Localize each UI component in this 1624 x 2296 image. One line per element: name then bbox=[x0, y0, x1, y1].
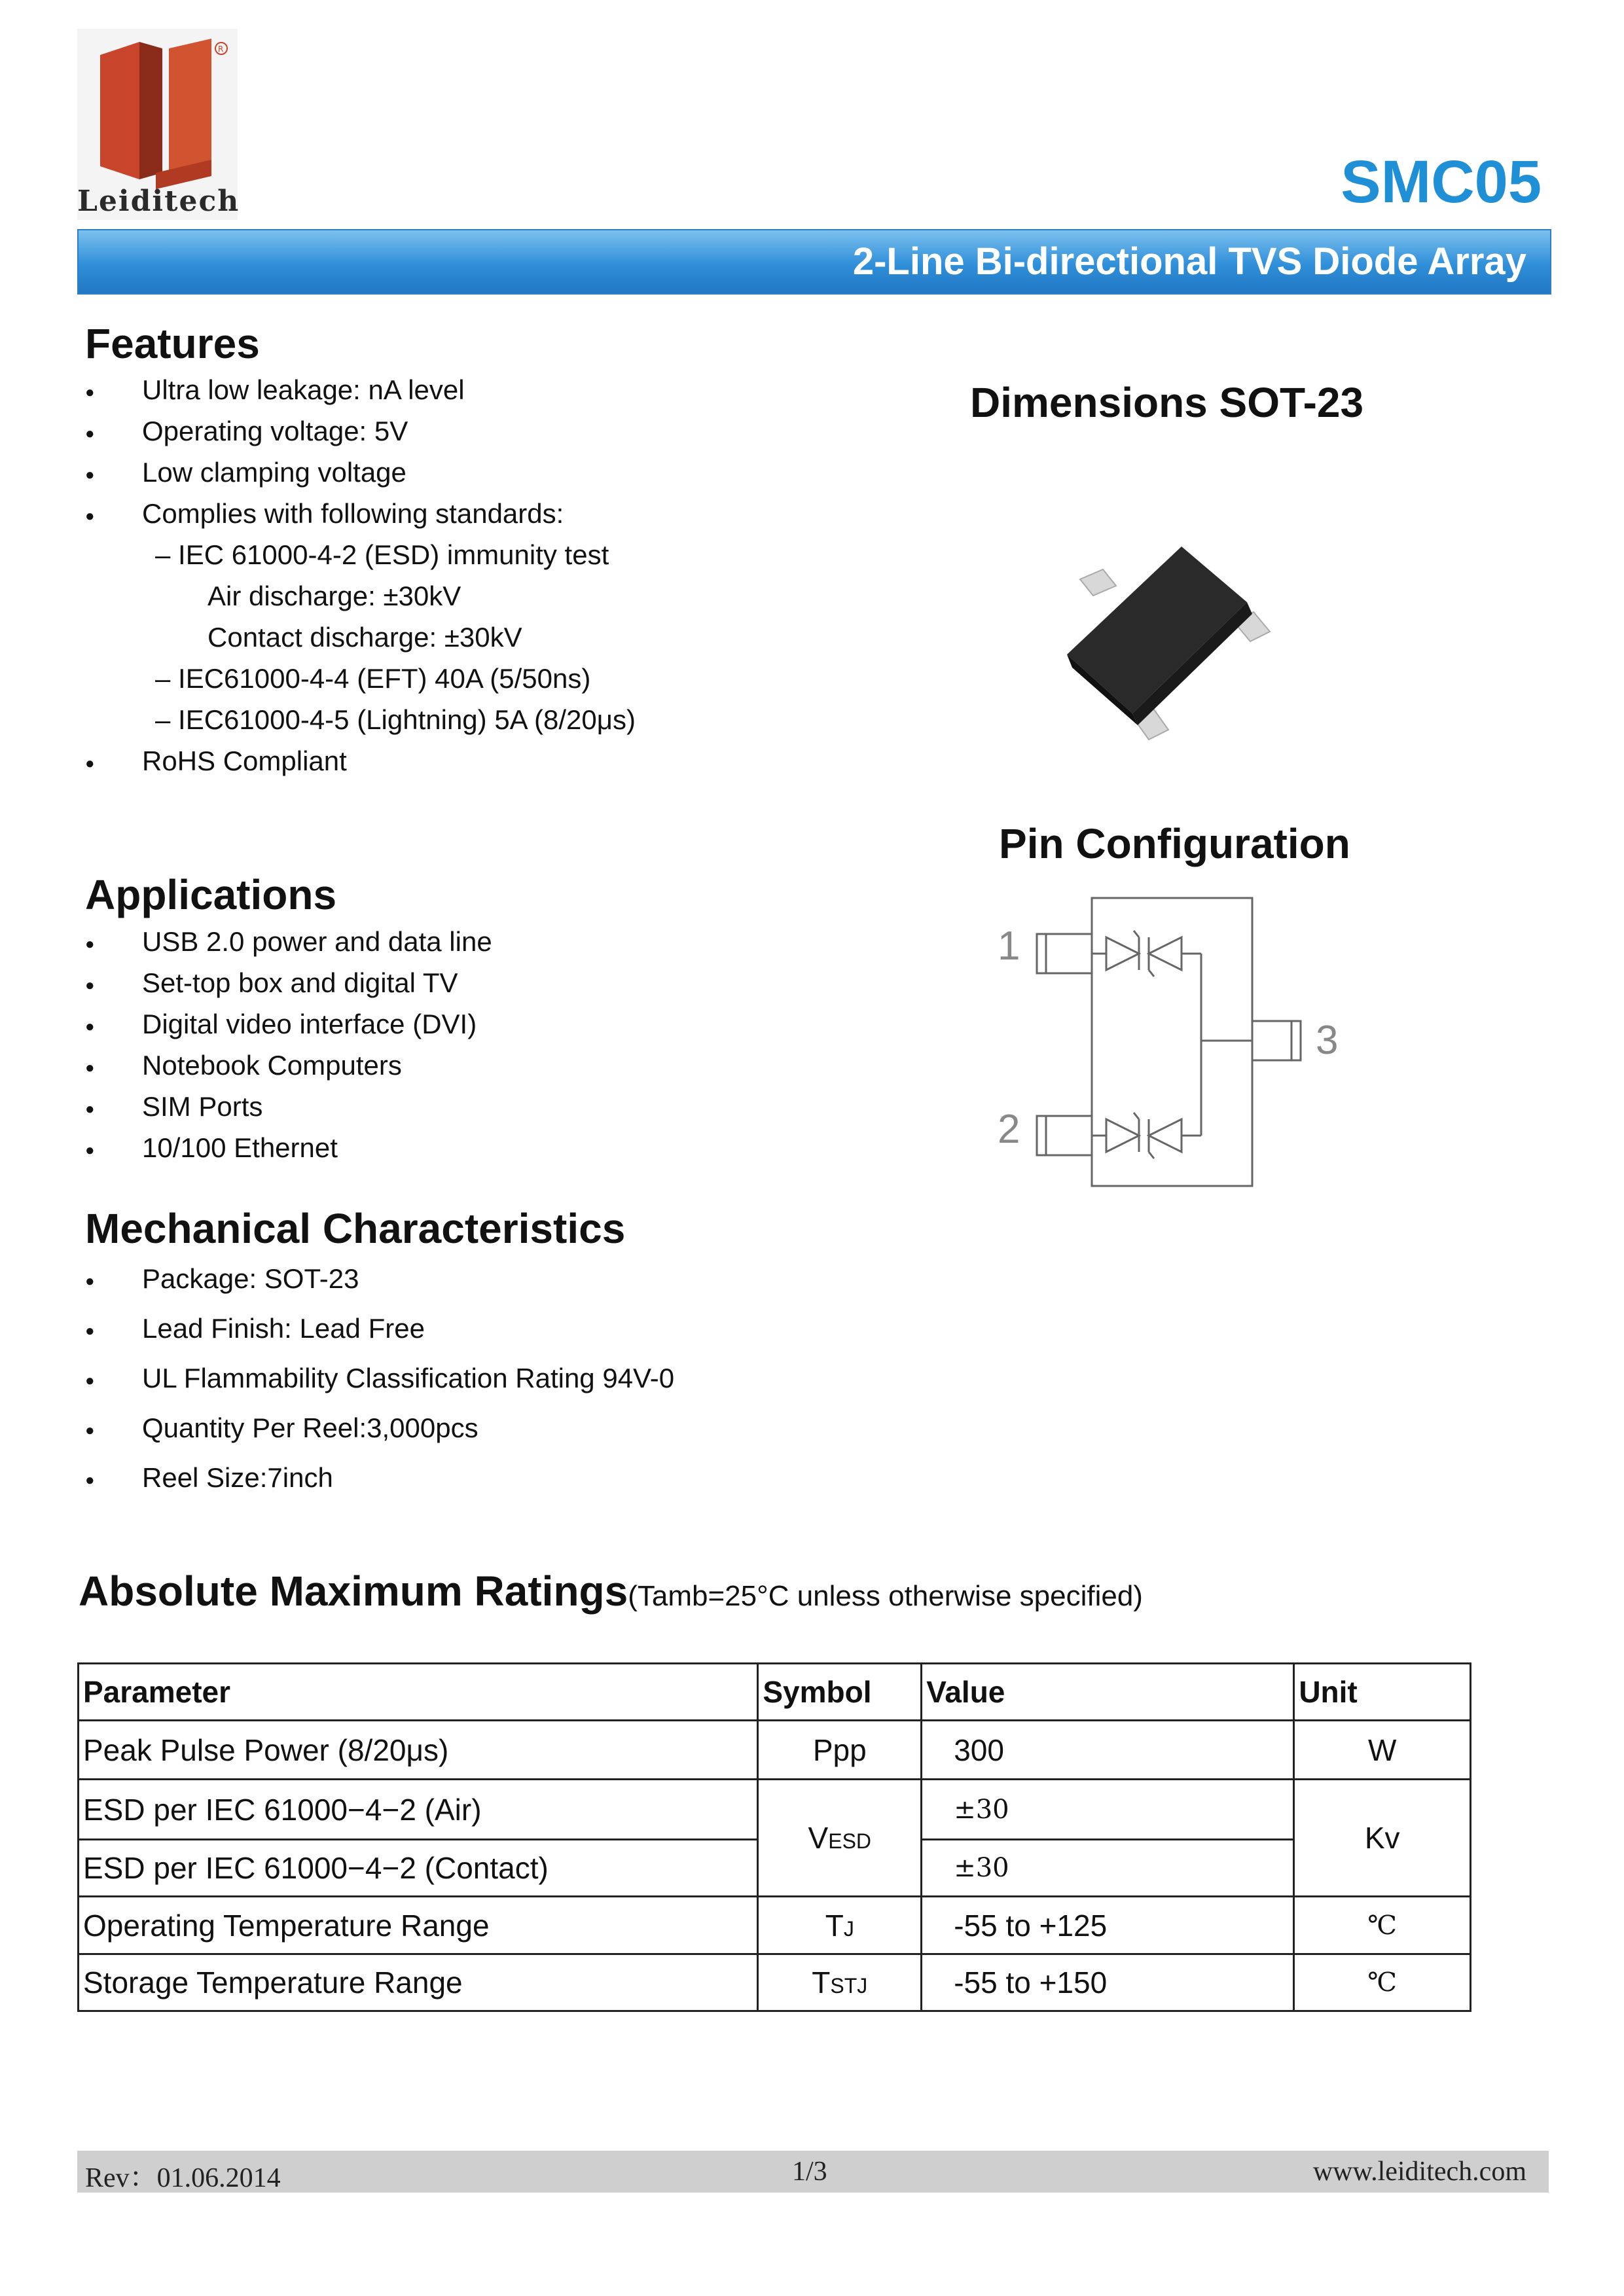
cell-parameter: Peak Pulse Power (8/20μs) bbox=[79, 1721, 758, 1780]
symbol-subscript: STJ bbox=[830, 1974, 868, 1998]
table-row bbox=[79, 1780, 1471, 1840]
footer-revision: Rev：01.06.2014 bbox=[85, 2163, 281, 2193]
cell-symbol: Ppp bbox=[758, 1721, 922, 1780]
part-number: SMC05 bbox=[1341, 149, 1542, 215]
cell-symbol bbox=[758, 1780, 922, 1897]
list-item: Air discharge: ±30kV bbox=[208, 581, 461, 611]
list-item: – IEC61000-4-5 (Lightning) 5A (8/20μs) bbox=[155, 704, 636, 735]
applications-list bbox=[85, 921, 492, 1168]
cell-value: 300 bbox=[922, 1721, 1294, 1780]
list-item: ● Complies with following standards: bbox=[85, 493, 636, 534]
svg-text:R: R bbox=[218, 45, 224, 54]
logo-wordmark: Leiditech bbox=[77, 185, 240, 218]
table-row bbox=[79, 1954, 1471, 2011]
list-item: ● Digital video interface (DVI) bbox=[85, 1003, 492, 1045]
banner-subtitle: 2-Line Bi-directional TVS Diode Array bbox=[852, 240, 1526, 283]
symbol-main: T bbox=[825, 1908, 844, 1943]
list-item: ● Ultra low leakage: nA level bbox=[85, 369, 636, 410]
cell-symbol bbox=[758, 1954, 922, 2011]
symbol-subscript: J bbox=[843, 1916, 854, 1941]
footer-page-number: 1/3 bbox=[792, 2157, 827, 2187]
cell-parameter: ESD per IEC 61000−4−2 (Contact) bbox=[79, 1840, 758, 1897]
symbol-main: T bbox=[812, 1965, 831, 2000]
list-item: ● UL Flammability Classification Rating 94V-0 bbox=[85, 1354, 674, 1403]
list-item: ● Low clamping voltage bbox=[85, 452, 636, 493]
sot23-package-image bbox=[1034, 504, 1296, 766]
pin-configuration-diagram bbox=[1028, 897, 1316, 1191]
table-header-row bbox=[79, 1664, 1471, 1721]
cell-value: ±30 bbox=[922, 1840, 1294, 1897]
list-item: – IEC61000-4-4 (EFT) 40A (5/50ns) bbox=[155, 663, 591, 694]
ratings-condition: (Tamb=25°C unless otherwise specified) bbox=[628, 1580, 1143, 1612]
cell-unit: Kv bbox=[1294, 1780, 1471, 1897]
dimensions-heading: Dimensions SOT-23 bbox=[970, 379, 1364, 426]
features-heading: Features bbox=[85, 320, 260, 367]
cell-value: ±30 bbox=[922, 1780, 1294, 1840]
header-symbol: Symbol bbox=[758, 1664, 922, 1721]
features-list bbox=[85, 369, 636, 781]
table-row bbox=[79, 1721, 1471, 1780]
list-item: ● RoHS Compliant bbox=[85, 740, 636, 781]
cell-parameter: Storage Temperature Range bbox=[79, 1954, 758, 2011]
cell-value: -55 to +150 bbox=[922, 1954, 1294, 2011]
list-item: ● Package: SOT-23 bbox=[85, 1254, 674, 1304]
list-item: – IEC 61000-4-2 (ESD) immunity test bbox=[155, 539, 609, 570]
applications-heading: Applications bbox=[85, 871, 337, 918]
pin-1-label: 1 bbox=[998, 924, 1020, 969]
table-row bbox=[79, 1897, 1471, 1954]
header-parameter: Parameter bbox=[79, 1664, 758, 1721]
list-item: ● 10/100 Ethernet bbox=[85, 1127, 492, 1168]
list-item: Contact discharge: ±30kV bbox=[208, 622, 522, 653]
pin-2-label: 2 bbox=[998, 1107, 1020, 1152]
list-item: ● SIM Ports bbox=[85, 1086, 492, 1127]
symbol-subscript: ESD bbox=[828, 1829, 872, 1853]
page-footer bbox=[77, 2151, 1549, 2193]
header-unit: Unit bbox=[1294, 1664, 1471, 1721]
list-item: ● USB 2.0 power and data line bbox=[85, 921, 492, 962]
list-item: ● Reel Size:7inch bbox=[85, 1453, 674, 1503]
ratings-heading bbox=[79, 1567, 1143, 1615]
cell-parameter: Operating Temperature Range bbox=[79, 1897, 758, 1954]
cell-unit: ℃ bbox=[1294, 1954, 1471, 2011]
title-banner bbox=[77, 229, 1551, 295]
cell-unit: ℃ bbox=[1294, 1897, 1471, 1954]
list-item: ● Quantity Per Reel:3,000pcs bbox=[85, 1403, 674, 1453]
pin-config-heading: Pin Configuration bbox=[999, 820, 1350, 867]
cell-value: -55 to +125 bbox=[922, 1897, 1294, 1954]
ratings-title: Absolute Maximum Ratings bbox=[79, 1568, 628, 1615]
list-item: ● Operating voltage: 5V bbox=[85, 410, 636, 452]
mechanical-list bbox=[85, 1254, 674, 1503]
ratings-table bbox=[77, 1662, 1471, 2012]
cell-unit: W bbox=[1294, 1721, 1471, 1780]
list-item: ● Lead Finish: Lead Free bbox=[85, 1304, 674, 1354]
cell-parameter: ESD per IEC 61000−4−2 (Air) bbox=[79, 1780, 758, 1840]
footer-website: www.leiditech.com bbox=[1312, 2157, 1526, 2187]
list-item: ● Notebook Computers bbox=[85, 1045, 492, 1086]
header-value: Value bbox=[922, 1664, 1294, 1721]
symbol-main: V bbox=[808, 1821, 829, 1855]
pin-3-label: 3 bbox=[1316, 1018, 1339, 1063]
mechanical-heading: Mechanical Characteristics bbox=[85, 1205, 626, 1252]
cell-symbol bbox=[758, 1897, 922, 1954]
list-item: ● Set-top box and digital TV bbox=[85, 962, 492, 1003]
